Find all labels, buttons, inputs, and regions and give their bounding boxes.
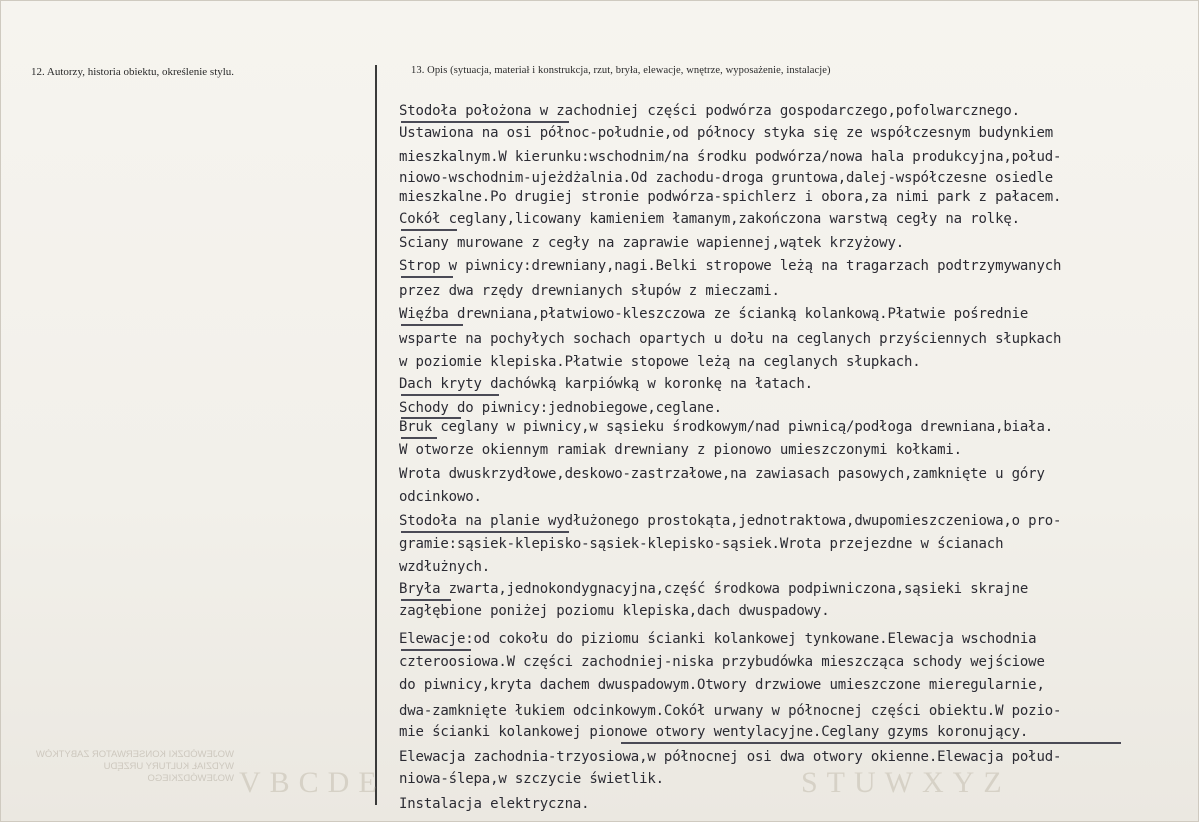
section-12-header: 12. Autorzy, historia obiektu, określenie stylu. [31, 66, 235, 78]
text-line: mieszkalnym.W kierunku:wschodnim/na środku podwórza/nowa hala produkcyjna,połud- [399, 149, 1062, 165]
text-line: mieszkalne.Po drugiej stronie podwórza-spichlerz i obora,za nimi park z pałacem. [399, 189, 1062, 205]
text-line: Elewacja zachodnia-trzyosiowa,w północnej osi dwa otwory okienne.Elewacja połud- [399, 749, 1062, 765]
text-line: przez dwa rzędy drewnianych słupów z mieczami. [399, 283, 780, 299]
text-line: W otworze okiennym ramiak drewniany z pionowo umieszczonymi kołkami. [399, 442, 962, 458]
text-line: niowa-ślepa,w szczycie świetlik. [399, 771, 664, 787]
text-line: Stodoła na planie wydłużonego prostokąta,jednotraktowa,dwupomieszczeniowa,o pro- [399, 513, 1062, 529]
keyword-underline [401, 121, 569, 123]
column-divider [375, 65, 377, 805]
reverse-stamp-ghost: WOJEWÓDZKI KONSERWATOR ZABYTKÓW WYDZIAŁ KULTURY URZĘDU WOJEWÓDZKIEGO [35, 749, 234, 784]
reverse-letters-ghost-right: STUWXYZ [801, 766, 1011, 799]
text-line: mie ścianki kolankowej pionowe otwory wentylacyjne.Ceglany gzyms koronujący. [399, 724, 1029, 740]
text-line: niowo-wschodnim-ujeżdżalnia.Od zachodu-droga gruntowa,dalej-współczesne osiedle [399, 170, 1054, 186]
text-line: gramie:sąsiek-klepisko-sąsiek-klepisko-sąsiek.Wrota przejezdne w ścianach [399, 536, 1004, 552]
keyword-underline [401, 324, 463, 326]
text-line: Sciany murowane z cegły na zaprawie wapiennej,wątek krzyżowy. [399, 235, 905, 251]
keyword-underline [401, 276, 453, 278]
keyword-underline [401, 599, 451, 601]
text-line: Bryła zwarta,jednokondygnacyjna,część środkowa podpiwniczona,sąsieki skrajne [399, 581, 1029, 597]
text-line: w poziomie klepiska.Płatwie stopowe leżą na ceglanych słupkach. [399, 354, 921, 370]
text-line: Dach kryty dachówką karpiówką w koronkę na łatach. [399, 376, 813, 392]
text-line: Schody do piwnicy:jednobiegowe,ceglane. [399, 400, 722, 416]
text-line: Bruk ceglany w piwnicy,w sąsieku środkowym/nad piwnicą/podłoga drewniana,biała. [399, 419, 1054, 435]
text-line: Cokół ceglany,licowany kamieniem łamanym,zakończona warstwą cegły na rolkę. [399, 211, 1020, 227]
text-line: Instalacja elektryczna. [399, 796, 590, 812]
text-line: Elewacje:od cokołu do piziomu ścianki kolankowej tynkowane.Elewacja wschodnia [399, 631, 1037, 647]
text-line: czteroosiowa.W części zachodniej-niska przybudówka mieszcząca schody wejściowe [399, 654, 1045, 670]
keyword-underline [401, 649, 471, 651]
text-line: wzdłużnych. [399, 559, 491, 575]
text-line: odcinkowo. [399, 489, 482, 505]
reverse-letters-ghost: VBCDE [239, 766, 386, 799]
text-line: Stodoła położona w zachodniej części podwórza gospodarczego,pofolwarcznego. [399, 103, 1020, 119]
text-line: do piwnicy,kryta dachem dwuspadowym.Otwory drzwiowe umieszczone mieregularnie, [399, 677, 1045, 693]
keyword-underline [621, 742, 1121, 744]
keyword-underline [401, 394, 499, 396]
text-line: Strop w piwnicy:drewniany,nagi.Belki stropowe leżą na tragarzach podtrzymywanych [399, 258, 1062, 274]
text-line: zagłębione poniżej poziomu klepiska,dach dwuspadowy. [399, 603, 830, 619]
text-line: Ustawiona na osi północ-południe,od północy styka się ze współczesnym budynkiem [399, 125, 1054, 141]
keyword-underline [401, 229, 457, 231]
section-13-header: 13. Opis (sytuacja, materiał i konstrukcja, rzut, bryła, elewacje, wnętrze, wyposażenie, instalacje) [411, 65, 831, 76]
keyword-underline [401, 531, 569, 533]
text-line: Wrota dwuskrzydłowe,deskowo-zastrzałowe,na zawiasach pasowych,zamknięte u góry [399, 466, 1045, 482]
keyword-underline [401, 417, 461, 419]
keyword-underline [401, 437, 437, 439]
text-line: dwa-zamknięte łukiem odcinkowym.Cokół urwany w północnej części obiektu.W pozio- [399, 703, 1062, 719]
text-line: wsparte na pochyłych sochach opartych u dołu na ceglanych przyściennych słupkach [399, 331, 1062, 347]
text-line: Więźba drewniana,płatwiowo-kleszczowa ze ścianką kolankową.Płatwie pośrednie [399, 306, 1029, 322]
